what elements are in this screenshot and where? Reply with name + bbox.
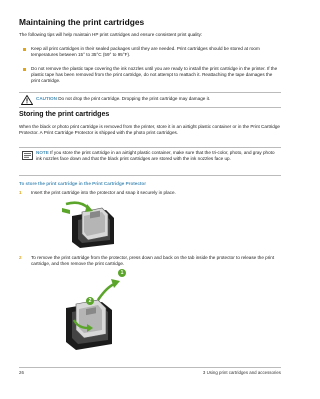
note-label: NOTE [36, 150, 49, 155]
note-icon [22, 151, 33, 160]
procedure-step [19, 255, 281, 268]
procedure-step [19, 190, 281, 197]
note-message: If you store the print cartridge in an airtight plastic container, make sure that the tri-color, photo, and gray photo ink nozzles face down and that the black print cartridges are stored with the ink nozzles face up. [36, 150, 275, 161]
step-number: 2 [19, 255, 22, 260]
step-text: Insert the print cartridge into the protector and snap it securely in place. [31, 190, 176, 195]
section-heading: Storing the print cartridges [19, 111, 110, 118]
step-text: To remove the print cartridge from the protector, press down and back on the tab inside the protector to release the print cartridge, and then remove the print cartridge. [31, 255, 275, 267]
warning-icon [21, 95, 33, 105]
bullet-marker [23, 68, 26, 71]
caution-label: CAUTION [36, 96, 57, 101]
bullet-text: Do not remove the plastic tape covering the ink nozzles until you are ready to install the print cartridge in the printer. If the plastic tape has been removed from the print cartridge, do not attempt to reattach it. Reattaching the tape damages the print cartridge. [31, 66, 278, 84]
page-number: 26 [19, 370, 24, 375]
footer-divider [19, 367, 281, 368]
bullet-item [19, 66, 281, 86]
note-text [36, 150, 276, 162]
callout-number: 1 [120, 270, 124, 276]
chapter-title: 3 Using print cartridges and accessories [202, 370, 281, 375]
bullet-item [19, 46, 281, 59]
caution-text [36, 96, 276, 102]
caution-message: Do not drop the print cartridge. Dropping the print cartridge may damage it. [58, 96, 211, 101]
bullet-text: Keep all print cartridges in their sealed packages until they are needed. Print cartridges should be stored at room temperatures between 15° to 35°C (59° to 95°F). [31, 46, 260, 58]
bullet-marker [23, 48, 26, 51]
callout-2 [86, 297, 94, 305]
page-title: Maintaining the print cartridges [19, 17, 145, 27]
note-box [19, 147, 281, 176]
caution-box [19, 92, 281, 108]
cartridge-release-illustration [58, 268, 130, 358]
step-number: 1 [19, 190, 22, 195]
section-paragraph: When the black or photo print cartridge is removed from the printer, store it in an airtight plastic container or in the Print Cartridge Protector. A Print Cartridge Protector is shipped with the photo print cartridges. [19, 124, 280, 136]
procedure-title: To store the print cartridge in the Print Cartridge Protector [19, 181, 147, 186]
callout-number: 2 [88, 298, 92, 304]
callout-1 [118, 269, 126, 277]
intro-paragraph: The following tips will help maintain HP print cartridges and ensure consistent print quality: [19, 32, 203, 37]
cartridge-insert-illustration [58, 198, 130, 250]
